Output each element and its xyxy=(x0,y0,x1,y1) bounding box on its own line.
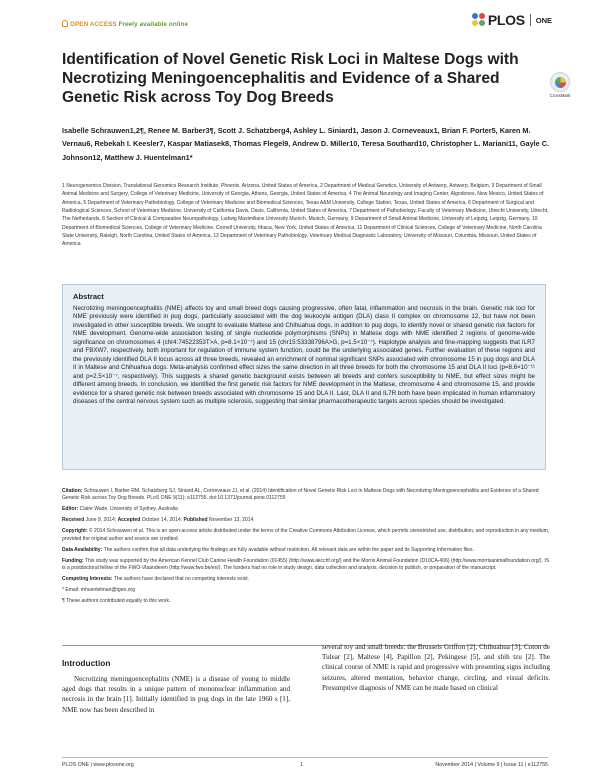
corresponding-email[interactable]: * Email: mhuentelman@tgen.org xyxy=(62,587,136,594)
intro-right-column: several toy and small breeds: the Brussels Griffon [2], Chihuahua [3], Coton de Tulear [2], Maltese [4], Papillon [2], Pekingese [5], and shih tzu [2]. The clinical course of NME is rapid and progressive with presenting signs including seizures, altered mentation, behavior change, circling, and visual deficits. Presumptive diagnosis of NME can be made based on clinical xyxy=(322,643,550,692)
open-access-badge: OPEN ACCESS Freely available online xyxy=(62,20,188,28)
author-list: Isabelle Schrauwen1,2¶, Renee M. Barber3¶, Scott J. Schatzberg4, Ashley L. Siniard1, Jason J. Corneveaux1, Brian F. Porter5, Karen M. Vernau6, Rebekah I. Keesler7, Kaspar Matiasek8, Thomas Flegel9, Andrew D. Miller10, Teresa Southard10, Christopher L. Mariani11, Gayle C. Johnson12, Matthew J. Huentelman1* xyxy=(62,126,550,162)
article-title: Identification of Novel Genetic Risk Loci in Maltese Dogs with Necrotizing Meningoencephalitis and Evidence of a Shared Genetic Risk across Toy Dog Breeds xyxy=(62,51,519,106)
journal-header xyxy=(62,8,552,34)
abstract-heading: Abstract xyxy=(73,292,104,301)
competing-interests: Competing Interests: The authors have declared that no competing interests exist. xyxy=(62,576,250,583)
funding: Funding: This study was supported by the American Kennel Club Canine Health Foundation (01455) (http://www.akcchf.org/) and the Morris Animal Foundation (D10CA-406) (http://www.morrisanimalfoundation.org/). IS is a postdoctoral fellow of the FWO-Vlaanderen (http://www.fwo.be/en/). The funders had no role in study design, data collection and analysis, decision to publish, or preparation of the manuscript. xyxy=(62,557,550,572)
footer-issue: November 2014 | Volume 9 | Issue 11 | e112755 xyxy=(435,762,548,768)
page-number: 1 xyxy=(300,762,303,768)
citation: Citation: Schrauwen I, Barber RM, Schatzberg SJ, Siniard AL, Corneveaux JJ, et al. (2014) Identification of Novel Genetic Risk Loci in Maltese Dogs with Necrotizing Meningoencephalitis and Evidence of a Shared Genetic Risk across Toy Dog Breeds. PLoS ONE 9(11): e112755. doi:10.1371/journal.pone.0112755 xyxy=(62,488,539,502)
abstract-box xyxy=(62,284,546,470)
crossmark-badge[interactable]: CrossMark xyxy=(547,72,573,98)
introduction-heading: Introduction xyxy=(62,658,111,668)
editor: Editor: Claire Wade, University of Sydney, Australia xyxy=(62,506,178,513)
plos-mark-icon xyxy=(472,13,486,27)
logo-divider xyxy=(530,14,531,26)
open-lock-icon xyxy=(62,20,68,27)
plos-one-logo: PLOS ONE xyxy=(472,12,552,28)
affiliations: 1 Neurogenomics Division, Translational Genomics Research Institute, Phoenix, Arizona, United States of America, 2 Department of Medical Genetics, University of Antwerp, Antwerp, Belgium, 3 Department of Small Animal Medicine and Surgery, College of Veterinary Medicine, University of Georgia, Athens, Georgia, United States of America, 4 The Animal Neurology and Imaging Center, Algodones, New Mexico, United States of America, 5 Department of Veterinary Pathobiology, College of Veterinary Medicine and Biomedical Sciences, Texas A&M University, College Station, Texas, United States of America, 6 Department of Surgical and Radiological Sciences, School of Veterinary Medicine, University of California Davis, Davis, California, United States of America, 7 Department of Pathobiology, Faculty of Veterinary Medicine, Utrecht University, Utrecht, The Netherlands, 8 Section of Clinical & Comparative Neuropathology, Ludwig Maximilians University Munich, Munich, Germany, 9 Department of Small Animal Medicine, University of Leipzig, Leipzig, Germany, 10 Department of Biomedical Sciences, College of Veterinary Medicine, Cornell University, Ithaca, New York, United States of America, 11 Department of Clinical Sciences, College of Veterinary Medicine, North Carolina State University, Raleigh, North Carolina, United States of America, 12 Department of Veterinary Pathobiology, Veterinary Medical Diagnostic Laboratory, University of Missouri, Columbia, Missouri, United States of America xyxy=(62,183,549,248)
intro-left-column: Necrotizing meningoencephalitis (NME) is a disease of young to middle aged dogs that results in a unique pattern of mononuclear inflammation and necrosis in the brain [1]. Initially identified in pug dogs in the late 1960 s [1], NME now has been described in xyxy=(62,675,290,714)
crossmark-icon xyxy=(550,72,570,92)
article-metadata xyxy=(62,488,552,609)
equal-contribution-note: ¶ These authors contributed equally to this work. xyxy=(62,598,171,605)
footer-journal[interactable]: PLOS ONE | www.plosone.org xyxy=(62,762,134,768)
abstract-text: Necrotizing meningoencephalitis (NME) affects toy and small breed dogs causing progressive, often fatal, inflammation and necrosis in the brain. Genetic risk loci for NME previously were identified in pug dogs, particularly associated with the dog leukocyte antigen (DLA) class II complex on chromosome 12, but have not been investigated in other susceptible breeds. We sought to evaluate Maltese and Chihuahua dogs, in addition to pug dogs, to identify novel or shared genetic risk factors for NME development. Genome-wide association testing of single nucleotide polymorphisms (SNPs) in Maltese dogs with NME identified 2 regions of genome-wide significance on chromosomes 4 (chr4:74522353T>A, p=8.1×10⁻⁷) and 15 (chr15:53338796A>G, p=1.5×10⁻⁷). Haplotype analysis and fine-mapping suggests that ILR7 and FBXW7, respectively, both important for regulation of immune system function, could be the underlying associated genes. Further evaluation of these regions and the previously identified DLA II locus across all three breeds, revealed an enrichment of nominal significant SNPs associated with chromosome 15 in pug dogs and DLA II in Maltese and Chihuahua dogs. Meta-analysis confirmed effect sizes the same direction in all three breeds for both the chromosome 15 and DLA II loci (p=8.6×10⁻¹¹ and p=2.5×10⁻⁷, respectively). This suggests a shared genetic background exists between all breeds and confers susceptibility to NME, but effect sizes might be different among breeds. In conclusion, we identified the first genetic risk factors for NME development in the Maltese, chromosome 4 and chromosome 15, and provide evidence for a shared genetic risk between breeds associated with chromosome 15 and DLA II. Last, DLA II and IL7R both have been implicated in human inflammatory diseases of the central nervous system such as multiple sclerosis, suggesting that similar pharmacotherapeutic targets across species should be investigated. xyxy=(73,305,535,405)
data-availability: Data Availability: The authors confirm that all data underlying the findings are fully available without restriction. All relevant data are within the paper and its Supporting Information files. xyxy=(62,546,474,553)
footer-divider xyxy=(62,757,548,758)
copyright: Copyright: © 2014 Schrauwen et al. This is an open-access article distributed under the terms of the Creative Commons Attribution License, which permits unrestricted use, distribution, and reproduction in any medium, provided the original author and source are credited. xyxy=(62,528,550,542)
dates: Received June 9, 2014; Accepted October 14, 2014; Published November 13, 2014 xyxy=(62,517,254,524)
